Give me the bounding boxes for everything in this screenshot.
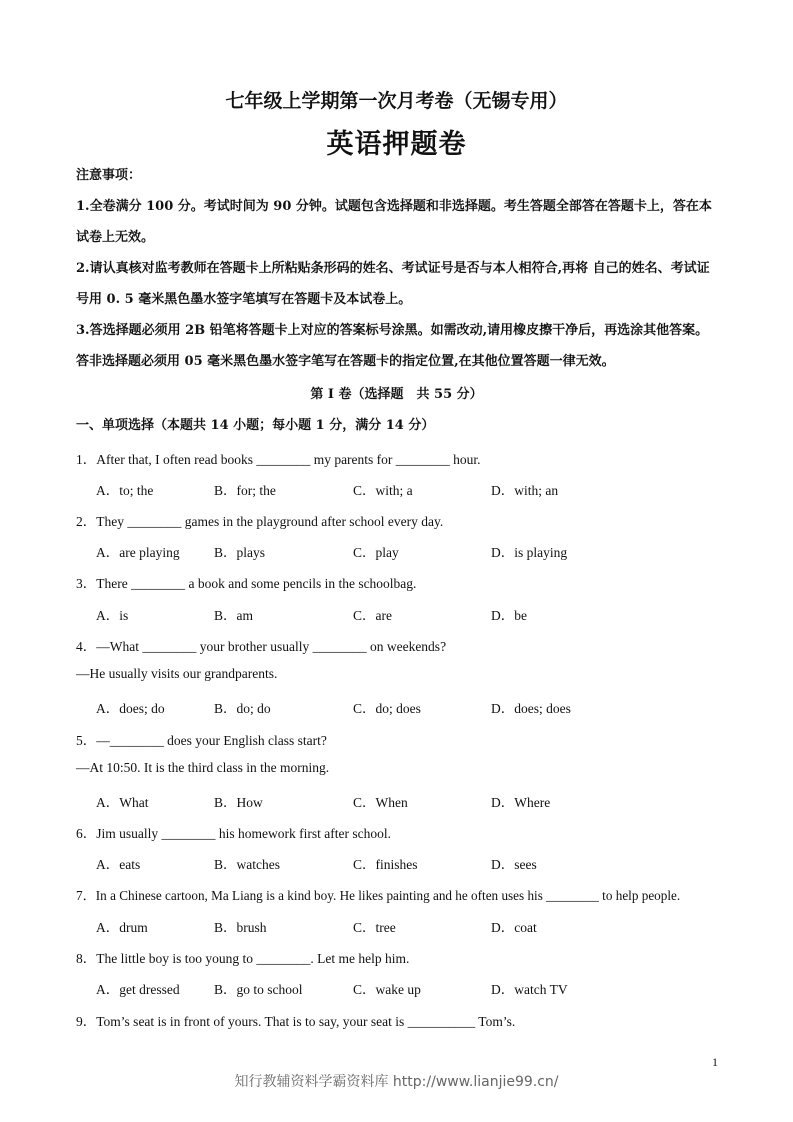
option-c[interactable]: C．play: [353, 545, 399, 560]
question-text: There ________ a book and some pencils in the schoolbag.: [96, 576, 417, 591]
question-text: —What ________ your brother usually ________ on weekends?: [96, 639, 447, 654]
question-number: 3．: [76, 576, 97, 591]
option-c[interactable]: C．tree: [353, 920, 396, 935]
option-b[interactable]: B．go to school: [214, 982, 303, 997]
option-b[interactable]: B．for; the: [214, 483, 276, 498]
section-title: 第 I 卷（选择题 共 55 分）: [310, 387, 483, 402]
notice-item-1: 1.全卷满分 100 分。考试时间为 90 分钟。试题包含选择题和非选择题。考生答题全部答在答题卡上，答在本试卷上无效。: [76, 199, 712, 245]
question-5: [76, 729, 726, 749]
page-number: 1: [712, 1055, 718, 1069]
question-text: In a Chinese cartoon, Ma Liang is a kind boy. He likes painting and he often uses his ________ to help people.: [95, 888, 681, 903]
option-b[interactable]: B．plays: [214, 545, 266, 560]
question-number: 2．: [76, 514, 97, 529]
option-c[interactable]: C．with; a: [353, 483, 413, 498]
option-d[interactable]: D．Where: [491, 795, 551, 810]
question-text: They ________ games in the playground after school every day.: [96, 514, 444, 529]
question-text: —________ does your English class start?: [96, 733, 327, 748]
part-title: 一、单项选择（本题共 14 小题；每小题 1 分，满分 14 分）: [76, 418, 435, 433]
question-text: After that, I often read books ________ my parents for ________ hour.: [96, 452, 481, 467]
option-d[interactable]: D．with; an: [491, 483, 559, 498]
footer-watermark: 知行教辅资料学霸资料库 http://www.lianjie99.cn/: [234, 1074, 559, 1090]
option-b[interactable]: B．How: [214, 795, 263, 810]
notice-item-2: 2.请认真核对监考教师在答题卡上所粘贴条形码的姓名、考试证号是否与本人相符合,再将 自己的姓名、考试证号用 0. 5 毫米黑色墨水签字笔填写在答题卡及本试卷上。: [76, 261, 710, 307]
question-4-reply: —He usually visits our grandparents.: [76, 666, 278, 681]
question-1: [76, 448, 726, 468]
question-number: 9．: [76, 1014, 97, 1029]
option-d[interactable]: D．is playing: [491, 545, 568, 560]
option-c[interactable]: C．wake up: [353, 982, 421, 997]
question-4: [76, 635, 726, 655]
exam-title: 七年级上学期第一次月考卷（无锡专用）: [225, 90, 568, 112]
question-text: The little boy is too young to ________. Let me help him.: [96, 951, 410, 966]
option-b[interactable]: B．watches: [214, 857, 280, 872]
option-a[interactable]: A．to; the: [96, 483, 154, 498]
option-c[interactable]: C．do; does: [353, 701, 421, 716]
question-text: Jim usually ________ his homework first after school.: [96, 826, 391, 841]
option-a[interactable]: A．drum: [96, 920, 148, 935]
notice-item-3: 3.答选择题必须用 2B 铅笔将答题卡上对应的答案标号涂黑。如需改动,请用橡皮擦干净后，再选涂其他答案。答非选择题必须用 05 毫米黑色墨水签字笔写在答题卡的指定位置,在其他位置答题一律无效。: [76, 323, 709, 369]
option-a[interactable]: A．get dressed: [96, 982, 180, 997]
question-6: [76, 822, 726, 842]
option-a[interactable]: A．What: [96, 795, 149, 810]
option-a[interactable]: A．does; do: [96, 701, 165, 716]
option-c[interactable]: C．finishes: [353, 857, 418, 872]
option-d[interactable]: D．coat: [491, 920, 537, 935]
option-c[interactable]: C．When: [353, 795, 408, 810]
question-number: 5．: [76, 733, 97, 748]
question-number: 8．: [76, 951, 97, 966]
option-d[interactable]: D．watch TV: [491, 982, 568, 997]
question-text: Tom’s seat is in front of yours. That is to say, your seat is __________ Tom’s.: [96, 1014, 516, 1029]
option-b[interactable]: B．brush: [214, 920, 267, 935]
question-5-reply: —At 10:50. It is the third class in the morning.: [76, 760, 330, 775]
question-number: 1．: [76, 452, 97, 467]
option-d[interactable]: D．does; does: [491, 701, 571, 716]
option-a[interactable]: A．are playing: [96, 545, 180, 560]
option-b[interactable]: B．am: [214, 608, 253, 623]
question-number: 7．: [76, 888, 96, 903]
question-7: [76, 885, 726, 904]
option-a[interactable]: A．eats: [96, 857, 141, 872]
option-a[interactable]: A．is: [96, 608, 129, 623]
option-b[interactable]: B．do; do: [214, 701, 271, 716]
exam-subtitle: 英语押题卷: [326, 129, 467, 160]
question-number: 4．: [76, 639, 97, 654]
question-2: [76, 510, 726, 530]
option-d[interactable]: D．be: [491, 608, 527, 623]
option-d[interactable]: D．sees: [491, 857, 537, 872]
question-8: [76, 947, 726, 967]
question-9: [76, 1010, 726, 1030]
option-c[interactable]: C．are: [353, 608, 392, 623]
question-number: 6．: [76, 826, 97, 841]
question-3: [76, 572, 726, 592]
notice-heading: 注意事项：: [76, 168, 142, 183]
